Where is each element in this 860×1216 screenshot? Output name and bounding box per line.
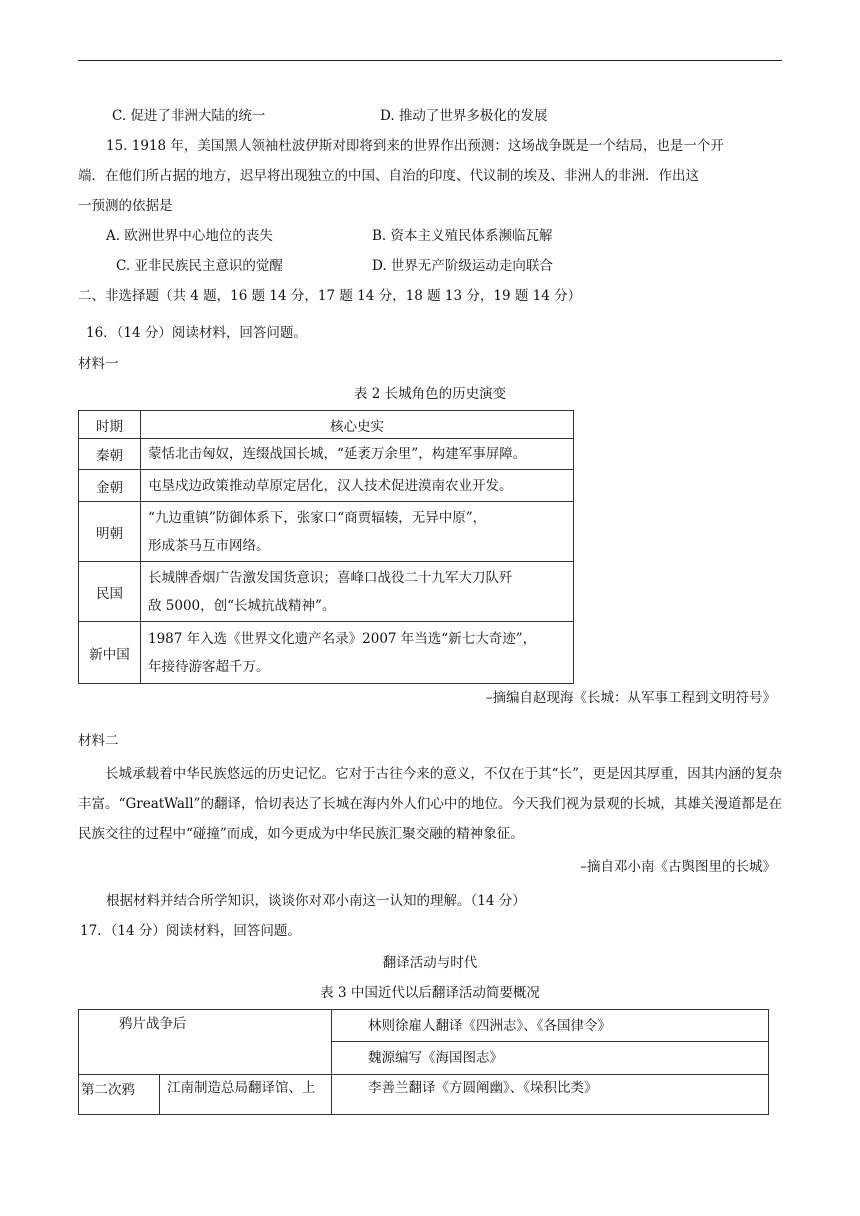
table-row [79,470,574,502]
table-row [79,1010,769,1042]
table-cell-organization: 江南制造总局翻译馆、上 [160,1075,332,1115]
table-header-facts: 核心史实 [141,411,574,439]
q15-option-d: D. 世界无产阶级运动走向联合 [372,258,553,274]
q15-option-a: A. 欧洲世界中心地位的丧失 [106,228,273,244]
fact-line: 敌 5000，创“长城抗战精神”。 [148,597,336,614]
table-header-row [79,411,574,439]
fact-line: “九边重镇”防御体系下，张家口“商贾辐辏，无异中原”， [148,509,487,526]
q17-table-caption: 表 3 中国近代以后翻译活动简要概况 [320,985,540,1001]
great-wall-table [78,410,574,684]
q16-source-2: –摘自邓小南《古舆图里的长城》 [580,859,776,875]
fact-line: 屯垦戍边政策推动草原定居化，汉人技术促进漠南农业开发。 [148,477,513,494]
q14-option-c: C. 促进了非洲大陆的统一 [112,108,266,124]
section-2-heading: 二、非选择题（共 4 题，16 题 14 分，17 题 14 分，18 题 13 分，19 题 14 分） [78,288,582,304]
fact-line: 蒙恬北击匈奴，连缀战国长城，“延袤万余里”，构建军事屏障。 [148,446,527,462]
q15-option-b: B. 资本主义殖民体系濒临瓦解 [372,228,553,244]
table-cell-facts [141,439,574,470]
q16-material-2-label: 材料二 [78,733,119,749]
table-row [79,439,574,470]
fact-line: 长城牌香烟广告激发国货意识；喜峰口战役二十九军大刀队歼 [148,569,513,586]
table-cell-period: 金朝 [79,470,141,502]
table-cell-period: 明朝 [79,502,141,562]
q15-line-3: 一预测的依据是 [78,198,173,214]
q17-title: 翻译活动与时代 [382,955,478,971]
q16-material-1-label: 材料一 [78,356,119,372]
q16-header: 16．（14 分）阅读材料，回答问题。 [86,325,307,341]
fact-line: 年接待游客超千万。 [148,658,270,675]
fact-line: 形成茶马互市网络。 [148,537,270,554]
table-cell-period: 新中国 [79,622,141,684]
table-cell-period: 第二次鸦 [79,1075,160,1115]
table-cell-facts [141,562,574,622]
q16-source-1: –摘编自赵现海《长城：从军事工程到文明符号》 [485,690,776,706]
table-row [79,622,574,684]
table-cell-period: 秦朝 [79,439,141,470]
table-cell-period: 民国 [79,562,141,622]
table-row [79,1075,769,1115]
table-row [79,502,574,562]
table-cell-activity: 魏源编写《海国图志》 [332,1042,769,1075]
q15-line-2: 端．在他们所占据的地方，迟早将出现独立的中国、自治的印度、代议制的埃及、非洲人的非洲．作出这 [78,168,699,184]
fact-line: 1987 年入选《世界文化遗产名录》2007 年当选“新七大奇迹”， [148,630,537,647]
q14-option-d: D. 推动了世界多极化的发展 [380,108,548,124]
table-row [79,562,574,622]
table-cell-activity: 林则徐雇人翻译《四洲志》、《各国律令》 [332,1010,769,1042]
q16-question: 根据材料并结合所学知识，谈谈你对邓小南这一认知的理解。（14 分） [106,893,526,909]
q16-material-2-text: 长城承载着中华民族悠远的历史记忆。它对于古往今来的意义，不仅在于其“长”，更是因其厚重，因其内涵的复杂丰富。“GreatWall”的翻译，恰切表达了长城在海内外人们心中的地位。今天我们视为景观的长城，其雄关漫道都是在民族交往的过程中“碰撞”而成，如今更成为中华民族汇聚交融的精神象征。 [78,766,782,842]
q16-table-caption: 表 2 长城角色的历史演变 [353,386,507,402]
table-cell-period: 鸦片战争后 [79,1010,332,1075]
table-cell-facts [141,502,574,562]
translation-table [78,1009,769,1115]
header-rule [78,60,782,61]
q15-option-c: C. 亚非民族民主意识的觉醒 [116,258,283,274]
q15-line-1: 15. 1918 年，美国黑人领袖杜波伊斯对即将到来的世界作出预测：这场战争既是一个结局，也是一个开 [106,138,724,154]
q17-header: 17．（14 分）阅读材料，回答问题。 [80,923,301,939]
table-cell-activity: 李善兰翻译《方圆阐幽》、《垛积比类》 [332,1075,769,1115]
table-cell-facts [141,470,574,502]
table-header-period: 时期 [79,411,141,439]
table-cell-facts [141,622,574,684]
